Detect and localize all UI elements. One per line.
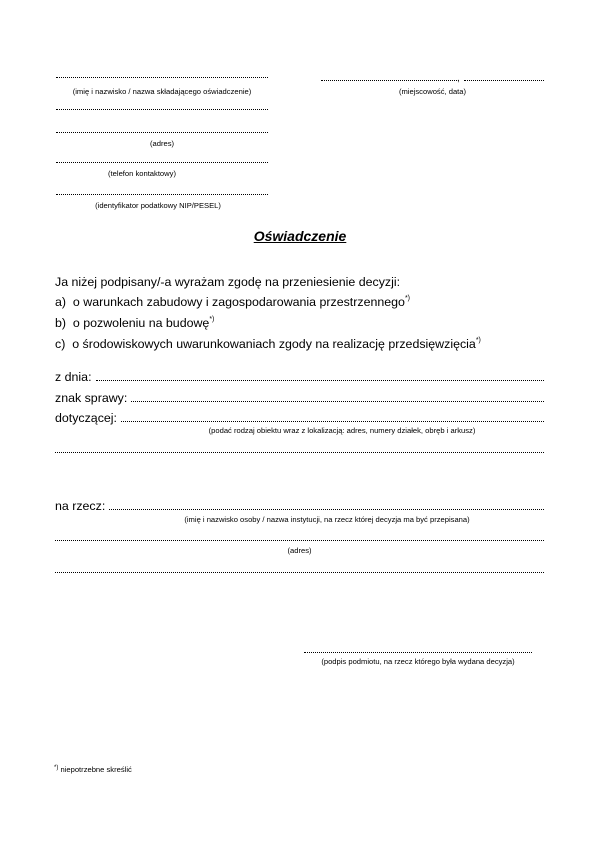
option-a (55, 295, 410, 309)
option-marker: b) (55, 316, 67, 330)
option-text: o środowiskowych uwarunkowaniach zgody na realizację przedsięwzięcia (72, 337, 476, 351)
beneficiary-address-line[interactable] (55, 540, 544, 541)
case-number-field[interactable] (55, 391, 544, 405)
date-label: z dnia: (55, 370, 92, 384)
place-date-comma: , (457, 73, 460, 84)
beneficiary-line[interactable] (109, 509, 544, 510)
footnote-ref: *) (404, 295, 410, 302)
beneficiary-field[interactable] (55, 499, 544, 513)
tax-id-caption: (identyfikator podatkowy NIP/PESEL) (95, 201, 221, 210)
option-marker: c) (55, 337, 66, 351)
tax-id-line[interactable] (56, 194, 268, 195)
address-caption: (adres) (149, 139, 175, 148)
signature-caption: (podpis podmiotu, na rzecz którego była wydana decyzja) (321, 657, 515, 666)
intro-text: Ja niżej podpisany/-a wyrażam zgodę na przeniesienie decyzji: (55, 275, 401, 289)
option-c (55, 337, 481, 351)
option-b (55, 316, 214, 330)
option-marker: a) (55, 295, 67, 309)
name-line-2[interactable] (56, 109, 268, 110)
beneficiary-caption: (imię i nazwisko osoby / nazwa instytucji, na rzecz której decyzja ma być przepisana) (184, 515, 470, 524)
signature-line[interactable] (304, 652, 532, 653)
beneficiary-address-caption: (adres) (287, 546, 312, 555)
case-number-label: znak sprawy: (55, 391, 128, 405)
concerning-field[interactable] (55, 411, 544, 425)
document-title: Oświadczenie (253, 228, 347, 244)
name-caption: (imię i nazwisko / nazwa składającego oświadczenie) (72, 87, 252, 96)
concerning-line[interactable] (121, 421, 544, 422)
case-number-line[interactable] (131, 401, 544, 402)
footnote (54, 765, 132, 774)
concerning-label: dotyczącej: (55, 411, 117, 425)
footnote-text: niepotrzebne skreślić (60, 765, 132, 774)
beneficiary-label: na rzecz: (55, 499, 106, 513)
concerning-line-2[interactable] (55, 452, 544, 453)
footnote-ref: *) (475, 337, 481, 344)
beneficiary-address-line-2[interactable] (55, 572, 544, 573)
place-date-caption: (miejscowość, data) (398, 87, 467, 96)
address-line[interactable] (56, 132, 268, 133)
phone-caption: (telefon kontaktowy) (108, 169, 176, 178)
concerning-caption: (podać rodzaj obiektu wraz z lokalizacją: adres, numery działek, obręb i arkusz) (208, 426, 476, 435)
phone-line[interactable] (56, 162, 268, 163)
name-line[interactable] (56, 77, 268, 78)
date-field-line[interactable] (96, 380, 544, 381)
place-line[interactable] (321, 80, 457, 81)
date-field[interactable] (55, 370, 544, 384)
footnote-mark: *) (54, 765, 59, 771)
date-line[interactable] (464, 80, 544, 81)
option-text: o pozwoleniu na budowę (72, 316, 210, 330)
option-text: o warunkach zabudowy i zagospodarowania przestrzennego (72, 295, 405, 309)
footnote-ref: *) (209, 316, 215, 323)
